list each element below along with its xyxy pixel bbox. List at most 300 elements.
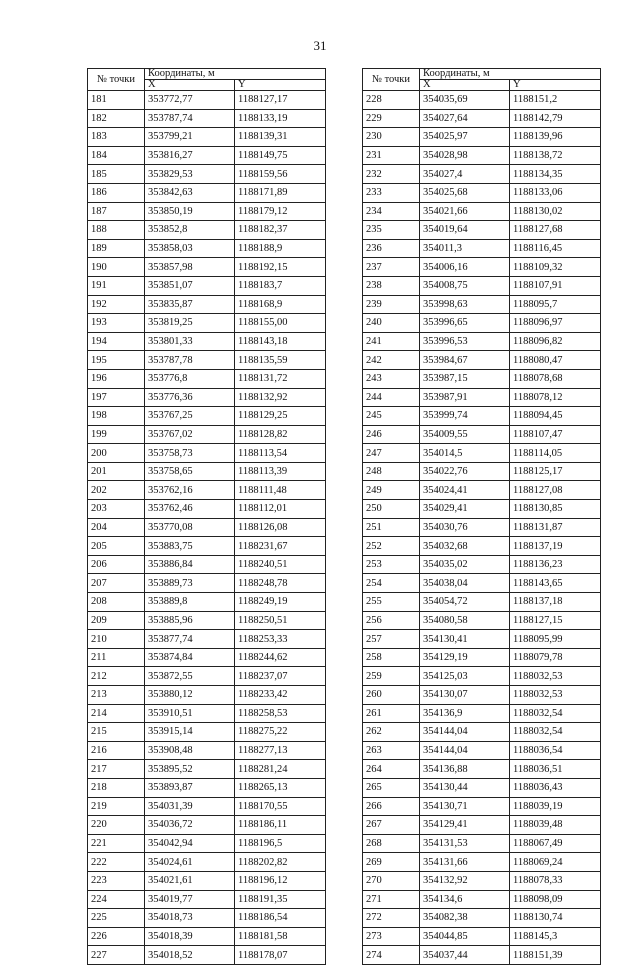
x-coordinate-cell: 354132,92 xyxy=(420,871,510,890)
point-number-cell: 213 xyxy=(88,686,145,705)
x-coordinate-cell: 354131,66 xyxy=(420,853,510,872)
x-coordinate-cell: 353885,96 xyxy=(145,611,235,630)
point-number-cell: 201 xyxy=(88,462,145,481)
y-coordinate-cell: 1188188,9 xyxy=(235,239,326,258)
x-coordinate-cell: 353767,25 xyxy=(145,407,235,426)
y-coordinate-cell: 1188080,47 xyxy=(510,351,601,370)
table-row xyxy=(363,760,601,779)
y-coordinate-cell: 1188168,9 xyxy=(235,295,326,314)
x-coordinate-cell: 353758,65 xyxy=(145,462,235,481)
table-row xyxy=(363,741,601,760)
y-coordinate-cell: 1188139,96 xyxy=(510,128,601,147)
x-coordinate-cell: 353874,84 xyxy=(145,648,235,667)
point-number-cell: 206 xyxy=(88,555,145,574)
y-coordinate-cell: 1188143,65 xyxy=(510,574,601,593)
point-number-cell: 197 xyxy=(88,388,145,407)
y-coordinate-cell: 1188183,7 xyxy=(235,276,326,295)
table-row xyxy=(363,723,601,742)
table-row xyxy=(88,276,326,295)
point-number-cell: 235 xyxy=(363,221,420,240)
point-number-cell: 205 xyxy=(88,537,145,556)
y-coordinate-cell: 1188032,54 xyxy=(510,723,601,742)
point-number-cell: 242 xyxy=(363,351,420,370)
point-number-cell: 204 xyxy=(88,518,145,537)
point-number-cell: 228 xyxy=(363,91,420,110)
point-number-cell: 207 xyxy=(88,574,145,593)
point-number-cell: 227 xyxy=(88,946,145,965)
y-coordinate-cell: 1188233,42 xyxy=(235,686,326,705)
x-coordinate-cell: 353987,15 xyxy=(420,369,510,388)
point-number-cell: 269 xyxy=(363,853,420,872)
y-coordinate-cell: 1188237,07 xyxy=(235,667,326,686)
point-number-cell: 210 xyxy=(88,630,145,649)
x-coordinate-cell: 354044,85 xyxy=(420,927,510,946)
y-coordinate-cell: 1188249,19 xyxy=(235,593,326,612)
y-coordinate-cell: 1188137,19 xyxy=(510,537,601,556)
y-coordinate-cell: 1188240,51 xyxy=(235,555,326,574)
y-coordinate-cell: 1188159,56 xyxy=(235,165,326,184)
point-number-cell: 270 xyxy=(363,871,420,890)
y-coordinate-cell: 1188134,35 xyxy=(510,165,601,184)
y-coordinate-cell: 1188112,01 xyxy=(235,500,326,519)
table-row xyxy=(88,611,326,630)
table-row xyxy=(88,871,326,890)
point-number-cell: 255 xyxy=(363,593,420,612)
x-coordinate-cell: 353767,02 xyxy=(145,425,235,444)
x-coordinate-cell: 354082,38 xyxy=(420,909,510,928)
table-row xyxy=(88,481,326,500)
x-coordinate-cell: 354144,04 xyxy=(420,741,510,760)
y-coordinate-cell: 1188078,33 xyxy=(510,871,601,890)
point-number-cell: 244 xyxy=(363,388,420,407)
table-row xyxy=(88,760,326,779)
x-coordinate-cell: 353852,8 xyxy=(145,221,235,240)
x-coordinate-cell: 354125,03 xyxy=(420,667,510,686)
point-number-cell: 185 xyxy=(88,165,145,184)
table-row xyxy=(363,537,601,556)
point-number-cell: 240 xyxy=(363,314,420,333)
point-number-cell: 188 xyxy=(88,221,145,240)
table-row xyxy=(363,686,601,705)
point-number-cell: 249 xyxy=(363,481,420,500)
y-coordinate-cell: 1188130,02 xyxy=(510,202,601,221)
y-coordinate-cell: 1188179,12 xyxy=(235,202,326,221)
table-row xyxy=(363,295,601,314)
point-number-cell: 252 xyxy=(363,537,420,556)
table-row xyxy=(363,500,601,519)
y-coordinate-cell: 1188133,19 xyxy=(235,109,326,128)
y-coordinate-cell: 1188202,82 xyxy=(235,853,326,872)
y-coordinate-cell: 1188113,54 xyxy=(235,444,326,463)
x-coordinate-cell: 354054,72 xyxy=(420,593,510,612)
point-number-cell: 208 xyxy=(88,593,145,612)
y-coordinate-cell: 1188143,18 xyxy=(235,332,326,351)
y-coordinate-cell: 1188151,2 xyxy=(510,91,601,110)
x-coordinate-cell: 354038,04 xyxy=(420,574,510,593)
x-coordinate-cell: 354008,75 xyxy=(420,276,510,295)
table-row xyxy=(88,239,326,258)
x-coordinate-cell: 353776,36 xyxy=(145,388,235,407)
table-row xyxy=(88,630,326,649)
table-row xyxy=(363,816,601,835)
table-row xyxy=(88,183,326,202)
table-row xyxy=(363,704,601,723)
table-row xyxy=(88,890,326,909)
x-coordinate-cell: 353893,87 xyxy=(145,778,235,797)
point-number-cell: 232 xyxy=(363,165,420,184)
x-coordinate-cell: 354028,98 xyxy=(420,146,510,165)
y-coordinate-cell: 1188039,19 xyxy=(510,797,601,816)
table-row xyxy=(88,202,326,221)
point-number-cell: 265 xyxy=(363,778,420,797)
y-coordinate-cell: 1188139,31 xyxy=(235,128,326,147)
x-coordinate-cell: 354006,16 xyxy=(420,258,510,277)
table-row xyxy=(88,518,326,537)
table-row xyxy=(88,388,326,407)
table-row xyxy=(363,871,601,890)
table-row xyxy=(363,853,601,872)
x-coordinate-cell: 354019,64 xyxy=(420,221,510,240)
table-row xyxy=(363,425,601,444)
y-coordinate-cell: 1188069,24 xyxy=(510,853,601,872)
y-coordinate-cell: 1188191,35 xyxy=(235,890,326,909)
point-number-cell: 251 xyxy=(363,518,420,537)
point-number-cell: 266 xyxy=(363,797,420,816)
point-number-cell: 211 xyxy=(88,648,145,667)
y-coordinate-cell: 1188250,51 xyxy=(235,611,326,630)
x-coordinate-cell: 354021,61 xyxy=(145,871,235,890)
point-number-cell: 226 xyxy=(88,927,145,946)
table-row xyxy=(88,723,326,742)
point-number-cell: 245 xyxy=(363,407,420,426)
y-coordinate-cell: 1188114,05 xyxy=(510,444,601,463)
table-row xyxy=(363,332,601,351)
y-coordinate-cell: 1188113,39 xyxy=(235,462,326,481)
point-number-cell: 198 xyxy=(88,407,145,426)
y-coordinate-cell: 1188079,78 xyxy=(510,648,601,667)
table-row xyxy=(363,946,601,965)
point-number-cell: 219 xyxy=(88,797,145,816)
point-number-cell: 192 xyxy=(88,295,145,314)
x-coordinate-cell: 354018,39 xyxy=(145,927,235,946)
table-row xyxy=(88,686,326,705)
coordinates-table-left xyxy=(87,68,326,965)
point-number-cell: 238 xyxy=(363,276,420,295)
x-coordinate-cell: 354024,41 xyxy=(420,481,510,500)
x-coordinate-cell: 354009,55 xyxy=(420,425,510,444)
point-number-cell: 254 xyxy=(363,574,420,593)
y-coordinate-cell: 1188127,08 xyxy=(510,481,601,500)
table-row xyxy=(363,611,601,630)
table-row xyxy=(88,834,326,853)
x-coordinate-cell: 353758,73 xyxy=(145,444,235,463)
table-row xyxy=(88,648,326,667)
header-coordinates: Координаты, м xyxy=(145,69,326,80)
table-row xyxy=(88,574,326,593)
y-coordinate-cell: 1188125,17 xyxy=(510,462,601,481)
x-coordinate-cell: 353829,53 xyxy=(145,165,235,184)
point-number-cell: 202 xyxy=(88,481,145,500)
y-coordinate-cell: 1188116,45 xyxy=(510,239,601,258)
x-coordinate-cell: 353787,78 xyxy=(145,351,235,370)
y-coordinate-cell: 1188244,62 xyxy=(235,648,326,667)
table-row xyxy=(88,258,326,277)
x-coordinate-cell: 354036,72 xyxy=(145,816,235,835)
x-coordinate-cell: 353880,12 xyxy=(145,686,235,705)
point-number-cell: 229 xyxy=(363,109,420,128)
y-coordinate-cell: 1188137,18 xyxy=(510,593,601,612)
y-coordinate-cell: 1188149,75 xyxy=(235,146,326,165)
x-coordinate-cell: 353850,19 xyxy=(145,202,235,221)
y-coordinate-cell: 1188181,58 xyxy=(235,927,326,946)
point-number-cell: 212 xyxy=(88,667,145,686)
x-coordinate-cell: 354014,5 xyxy=(420,444,510,463)
table-row xyxy=(88,927,326,946)
y-coordinate-cell: 1188036,51 xyxy=(510,760,601,779)
point-number-cell: 234 xyxy=(363,202,420,221)
table-row xyxy=(88,314,326,333)
y-coordinate-cell: 1188142,79 xyxy=(510,109,601,128)
table-row xyxy=(363,481,601,500)
point-number-cell: 243 xyxy=(363,369,420,388)
table-row xyxy=(363,593,601,612)
y-coordinate-cell: 1188145,3 xyxy=(510,927,601,946)
y-coordinate-cell: 1188258,53 xyxy=(235,704,326,723)
table-row xyxy=(88,109,326,128)
point-number-cell: 225 xyxy=(88,909,145,928)
x-coordinate-cell: 353776,8 xyxy=(145,369,235,388)
y-coordinate-cell: 1188192,15 xyxy=(235,258,326,277)
x-coordinate-cell: 353996,65 xyxy=(420,314,510,333)
y-coordinate-cell: 1188130,74 xyxy=(510,909,601,928)
y-coordinate-cell: 1188127,17 xyxy=(235,91,326,110)
table-row xyxy=(363,667,601,686)
x-coordinate-cell: 353858,03 xyxy=(145,239,235,258)
point-number-cell: 271 xyxy=(363,890,420,909)
table-row xyxy=(88,946,326,965)
x-coordinate-cell: 353915,14 xyxy=(145,723,235,742)
coordinates-table-right xyxy=(362,68,601,965)
x-coordinate-cell: 354129,41 xyxy=(420,816,510,835)
x-coordinate-cell: 354025,68 xyxy=(420,183,510,202)
x-coordinate-cell: 354019,77 xyxy=(145,890,235,909)
x-coordinate-cell: 354080,58 xyxy=(420,611,510,630)
y-coordinate-cell: 1188136,23 xyxy=(510,555,601,574)
point-number-cell: 267 xyxy=(363,816,420,835)
table-row xyxy=(363,221,601,240)
x-coordinate-cell: 353996,53 xyxy=(420,332,510,351)
point-number-cell: 195 xyxy=(88,351,145,370)
point-number-cell: 218 xyxy=(88,778,145,797)
y-coordinate-cell: 1188039,48 xyxy=(510,816,601,835)
point-number-cell: 236 xyxy=(363,239,420,258)
table-row xyxy=(363,407,601,426)
x-coordinate-cell: 353787,74 xyxy=(145,109,235,128)
table-row xyxy=(363,630,601,649)
point-number-cell: 248 xyxy=(363,462,420,481)
y-coordinate-cell: 1188135,59 xyxy=(235,351,326,370)
x-coordinate-cell: 353819,25 xyxy=(145,314,235,333)
point-number-cell: 273 xyxy=(363,927,420,946)
y-coordinate-cell: 1188032,53 xyxy=(510,686,601,705)
x-coordinate-cell: 353872,55 xyxy=(145,667,235,686)
y-coordinate-cell: 1188253,33 xyxy=(235,630,326,649)
y-coordinate-cell: 1188275,22 xyxy=(235,723,326,742)
table-row xyxy=(363,128,601,147)
table-row xyxy=(88,555,326,574)
point-number-cell: 215 xyxy=(88,723,145,742)
x-coordinate-cell: 354024,61 xyxy=(145,853,235,872)
y-coordinate-cell: 1188036,54 xyxy=(510,741,601,760)
table-row xyxy=(88,704,326,723)
x-coordinate-cell: 354035,69 xyxy=(420,91,510,110)
x-coordinate-cell: 353857,98 xyxy=(145,258,235,277)
x-coordinate-cell: 353877,74 xyxy=(145,630,235,649)
point-number-cell: 187 xyxy=(88,202,145,221)
y-coordinate-cell: 1188186,54 xyxy=(235,909,326,928)
point-number-cell: 181 xyxy=(88,91,145,110)
point-number-cell: 182 xyxy=(88,109,145,128)
x-coordinate-cell: 353987,91 xyxy=(420,388,510,407)
header-x: X xyxy=(420,80,510,91)
table-row xyxy=(88,500,326,519)
point-number-cell: 231 xyxy=(363,146,420,165)
table-row xyxy=(88,165,326,184)
y-coordinate-cell: 1188096,97 xyxy=(510,314,601,333)
table-row xyxy=(363,351,601,370)
x-coordinate-cell: 353999,74 xyxy=(420,407,510,426)
table-row xyxy=(363,369,601,388)
point-number-cell: 186 xyxy=(88,183,145,202)
point-number-cell: 253 xyxy=(363,555,420,574)
x-coordinate-cell: 354031,39 xyxy=(145,797,235,816)
x-coordinate-cell: 354037,44 xyxy=(420,946,510,965)
table-row xyxy=(363,314,601,333)
y-coordinate-cell: 1188178,07 xyxy=(235,946,326,965)
y-coordinate-cell: 1188155,00 xyxy=(235,314,326,333)
table-row xyxy=(363,462,601,481)
table-row xyxy=(88,351,326,370)
x-coordinate-cell: 353842,63 xyxy=(145,183,235,202)
point-number-cell: 263 xyxy=(363,741,420,760)
x-coordinate-cell: 353889,8 xyxy=(145,593,235,612)
y-coordinate-cell: 1188170,55 xyxy=(235,797,326,816)
x-coordinate-cell: 354129,19 xyxy=(420,648,510,667)
point-number-cell: 220 xyxy=(88,816,145,835)
x-coordinate-cell: 354027,4 xyxy=(420,165,510,184)
point-number-cell: 191 xyxy=(88,276,145,295)
y-coordinate-cell: 1188109,32 xyxy=(510,258,601,277)
y-coordinate-cell: 1188265,13 xyxy=(235,778,326,797)
x-coordinate-cell: 354018,73 xyxy=(145,909,235,928)
table-row xyxy=(88,853,326,872)
y-coordinate-cell: 1188277,13 xyxy=(235,741,326,760)
y-coordinate-cell: 1188127,15 xyxy=(510,611,601,630)
y-coordinate-cell: 1188248,78 xyxy=(235,574,326,593)
table-row xyxy=(363,258,601,277)
point-number-cell: 268 xyxy=(363,834,420,853)
x-coordinate-cell: 353772,77 xyxy=(145,91,235,110)
y-coordinate-cell: 1188036,43 xyxy=(510,778,601,797)
point-number-cell: 258 xyxy=(363,648,420,667)
x-coordinate-cell: 354130,71 xyxy=(420,797,510,816)
table-row xyxy=(363,388,601,407)
y-coordinate-cell: 1188095,99 xyxy=(510,630,601,649)
table-row xyxy=(363,444,601,463)
y-coordinate-cell: 1188127,68 xyxy=(510,221,601,240)
x-coordinate-cell: 354136,88 xyxy=(420,760,510,779)
x-coordinate-cell: 354011,3 xyxy=(420,239,510,258)
x-coordinate-cell: 353801,33 xyxy=(145,332,235,351)
page-number: 31 xyxy=(313,38,327,53)
y-coordinate-cell: 1188186,11 xyxy=(235,816,326,835)
point-number-cell: 274 xyxy=(363,946,420,965)
table-row xyxy=(88,221,326,240)
x-coordinate-cell: 353835,87 xyxy=(145,295,235,314)
header-point-number: № точки xyxy=(88,69,145,91)
x-coordinate-cell: 353886,84 xyxy=(145,555,235,574)
point-number-cell: 190 xyxy=(88,258,145,277)
y-coordinate-cell: 1188281,24 xyxy=(235,760,326,779)
table-row xyxy=(363,909,601,928)
y-coordinate-cell: 1188130,85 xyxy=(510,500,601,519)
y-coordinate-cell: 1188231,67 xyxy=(235,537,326,556)
table-row xyxy=(88,295,326,314)
table-row xyxy=(88,91,326,110)
table-row xyxy=(363,183,601,202)
point-number-cell: 209 xyxy=(88,611,145,630)
table-row xyxy=(363,555,601,574)
point-number-cell: 257 xyxy=(363,630,420,649)
table-row xyxy=(363,890,601,909)
x-coordinate-cell: 353910,51 xyxy=(145,704,235,723)
x-coordinate-cell: 354035,02 xyxy=(420,555,510,574)
point-number-cell: 241 xyxy=(363,332,420,351)
point-number-cell: 184 xyxy=(88,146,145,165)
point-number-cell: 189 xyxy=(88,239,145,258)
y-coordinate-cell: 1188128,82 xyxy=(235,425,326,444)
table-row xyxy=(88,425,326,444)
table-row xyxy=(88,909,326,928)
point-number-cell: 214 xyxy=(88,704,145,723)
x-coordinate-cell: 354027,64 xyxy=(420,109,510,128)
point-number-cell: 264 xyxy=(363,760,420,779)
y-coordinate-cell: 1188107,47 xyxy=(510,425,601,444)
y-coordinate-cell: 1188182,37 xyxy=(235,221,326,240)
y-coordinate-cell: 1188132,92 xyxy=(235,388,326,407)
table-row xyxy=(88,667,326,686)
point-number-cell: 183 xyxy=(88,128,145,147)
x-coordinate-cell: 353770,08 xyxy=(145,518,235,537)
y-coordinate-cell: 1188078,12 xyxy=(510,388,601,407)
table-row xyxy=(88,816,326,835)
y-coordinate-cell: 1188067,49 xyxy=(510,834,601,853)
table-row xyxy=(363,574,601,593)
point-number-cell: 239 xyxy=(363,295,420,314)
y-coordinate-cell: 1188107,91 xyxy=(510,276,601,295)
point-number-cell: 233 xyxy=(363,183,420,202)
y-coordinate-cell: 1188098,09 xyxy=(510,890,601,909)
x-coordinate-cell: 353895,52 xyxy=(145,760,235,779)
table-row xyxy=(88,778,326,797)
table-row xyxy=(88,128,326,147)
x-coordinate-cell: 354130,07 xyxy=(420,686,510,705)
table-row xyxy=(88,741,326,760)
x-coordinate-cell: 353799,21 xyxy=(145,128,235,147)
table-row xyxy=(363,834,601,853)
point-number-cell: 246 xyxy=(363,425,420,444)
x-coordinate-cell: 354144,04 xyxy=(420,723,510,742)
